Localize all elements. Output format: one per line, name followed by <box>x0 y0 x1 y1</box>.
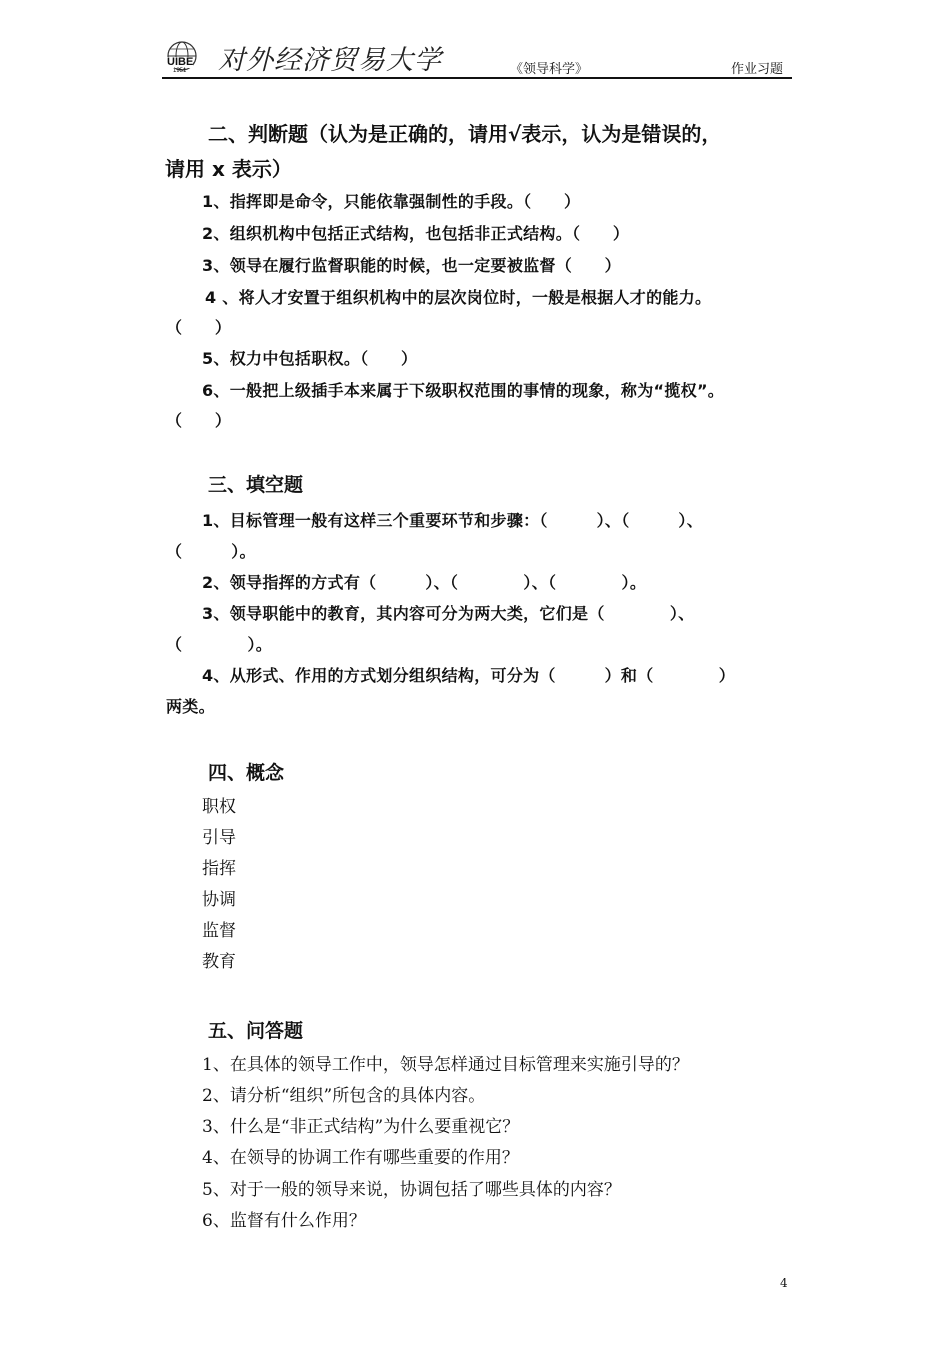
section3-item: 4、从形式、作用的方式划分组织结构，可分为（ ）和（ ） <box>202 666 736 685</box>
section3-title: 三、填空题 <box>208 474 304 496</box>
concept-term: 职权 <box>202 797 236 817</box>
section3-item: 3、领导职能中的教育，其内容可分为两大类，它们是（ ）、 <box>202 604 695 623</box>
header-divider <box>162 77 792 79</box>
question-item: 2、请分析“组织”所包含的具体内容。 <box>202 1086 486 1106</box>
page-number: 4 <box>780 1276 788 1290</box>
university-logo <box>160 36 210 76</box>
section2-item-continuation: （ ） <box>166 318 232 337</box>
concept-term: 监督 <box>202 921 236 941</box>
logo-year: 1951 <box>173 68 187 74</box>
section3-item-continuation: （ ）。 <box>166 635 273 654</box>
concept-term: 指挥 <box>202 859 236 879</box>
section3-item-continuation: 两类。 <box>166 697 215 716</box>
section2-title-line2: 请用 x 表示） <box>165 157 292 181</box>
section2-item: 3、领导在履行监督职能的时候，也一定要被监督（ ） <box>202 256 621 275</box>
section5-title: 五、问答题 <box>208 1020 304 1042</box>
section2-item: 1、指挥即是命令，只能依靠强制性的手段。（ ） <box>202 192 581 211</box>
concept-term: 协调 <box>202 890 236 910</box>
question-item: 3、什么是“非正式结构”为什么要重视它？ <box>202 1117 520 1137</box>
concept-term: 引导 <box>202 828 236 848</box>
question-item: 6、监督有什么作用？ <box>202 1211 366 1231</box>
section2-title-line1: 二、判断题（认为是正确的，请用√表示，认为是错误的， <box>208 122 722 146</box>
section3-item: 2、领导指挥的方式有（ ）、（ ）、（ ）。 <box>202 573 647 592</box>
section3-item-continuation: （ ）。 <box>166 542 256 561</box>
section2-item-continuation: （ ） <box>166 411 232 430</box>
section2-item: 6、一般把上级插手本来属于下级职权范围的事情的现象，称为“揽权”。 <box>202 381 725 400</box>
section2-item: 2、组织机构中包括正式结构，也包括非正式结构。（ ） <box>202 224 630 243</box>
question-item: 5、对于一般的领导来说，协调包括了哪些具体的内容？ <box>202 1180 621 1200</box>
university-name: 对外经济贸易大学 <box>218 45 442 76</box>
section3-item: 1、目标管理一般有这样三个重要环节和步骤：（ ）、（ ）、 <box>202 511 704 530</box>
section2-item: 5、权力中包括职权。（ ） <box>202 349 418 368</box>
question-item: 4、在领导的协调工作有哪些重要的作用？ <box>202 1148 519 1168</box>
section4-title: 四、概念 <box>208 762 285 784</box>
concept-term: 教育 <box>202 952 236 972</box>
doc-type: 作业习题 <box>731 62 784 77</box>
logo-text: UIBE <box>167 56 194 68</box>
question-item: 1、在具体的领导工作中，领导怎样通过目标管理来实施引导的？ <box>202 1055 689 1075</box>
course-title: 《领导科学》 <box>510 62 589 77</box>
section2-item: 4 、将人才安置于组织机构中的层次岗位时，一般是根据人才的能力。 <box>205 288 712 307</box>
